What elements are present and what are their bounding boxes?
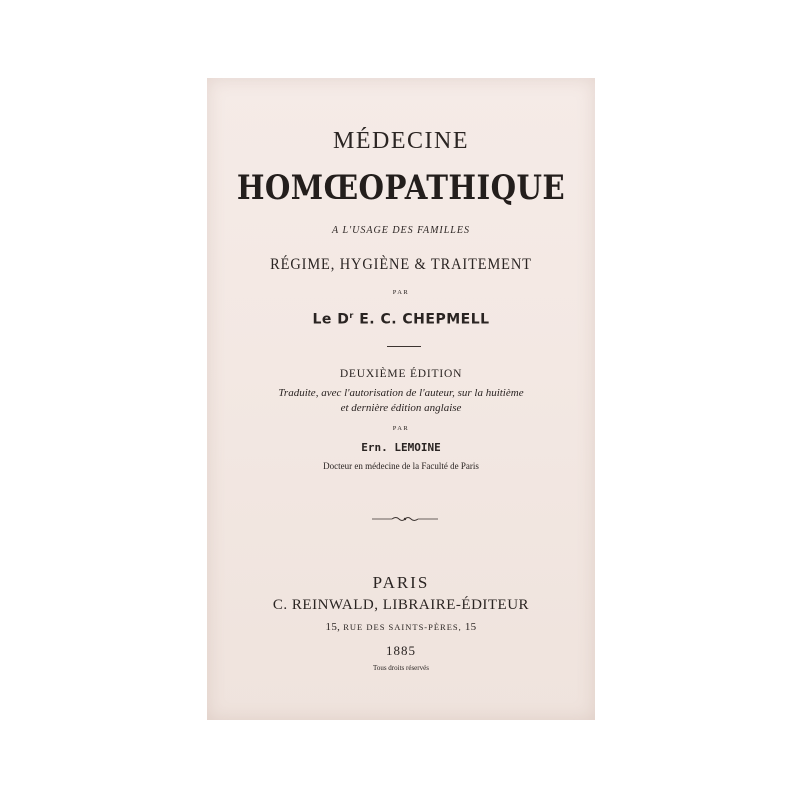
subtitle-homoeopathique: HOMŒOPATHIQUE bbox=[236, 168, 566, 208]
author-superscript: r bbox=[349, 311, 354, 320]
city: PARIS bbox=[372, 573, 430, 592]
topics-line: RÉGIME, HYGIÈNE & TRAITEMENT bbox=[270, 256, 532, 273]
main-title: MÉDECINE bbox=[333, 128, 469, 154]
address bbox=[207, 621, 595, 633]
address-street: RUE DES SAINTS-PÈRES, bbox=[343, 622, 462, 632]
translation-line-2: et dernière édition anglaise bbox=[340, 402, 462, 414]
separator-rule bbox=[387, 346, 421, 347]
author-name: E. C. CHEPMELL bbox=[359, 311, 490, 328]
translator-name: Ern. LEMOINE bbox=[361, 441, 441, 454]
par-translator: PAR bbox=[392, 425, 410, 432]
usage-line: A L'USAGE DES FAMILLES bbox=[332, 225, 470, 236]
author-prefix: Le D bbox=[312, 311, 350, 328]
translator-title: Docteur en médecine de la Faculté de Paris bbox=[323, 461, 479, 471]
author-line bbox=[207, 311, 595, 328]
address-number-2: 15 bbox=[464, 621, 477, 633]
address-number-1: 15, bbox=[325, 621, 341, 633]
edition-line: DEUXIÈME ÉDITION bbox=[339, 368, 463, 380]
translation-line-1: Traduite, avec l'autorisation de l'auteur, sur la huitième bbox=[278, 387, 524, 399]
year: 1885 bbox=[386, 643, 416, 658]
rights-notice: Tous droits réservés bbox=[373, 664, 429, 672]
title-page bbox=[207, 78, 595, 720]
ornament-icon bbox=[370, 514, 440, 524]
par-author: PAR bbox=[392, 289, 410, 296]
publisher: C. REINWALD, LIBRAIRE-ÉDITEUR bbox=[272, 597, 530, 613]
